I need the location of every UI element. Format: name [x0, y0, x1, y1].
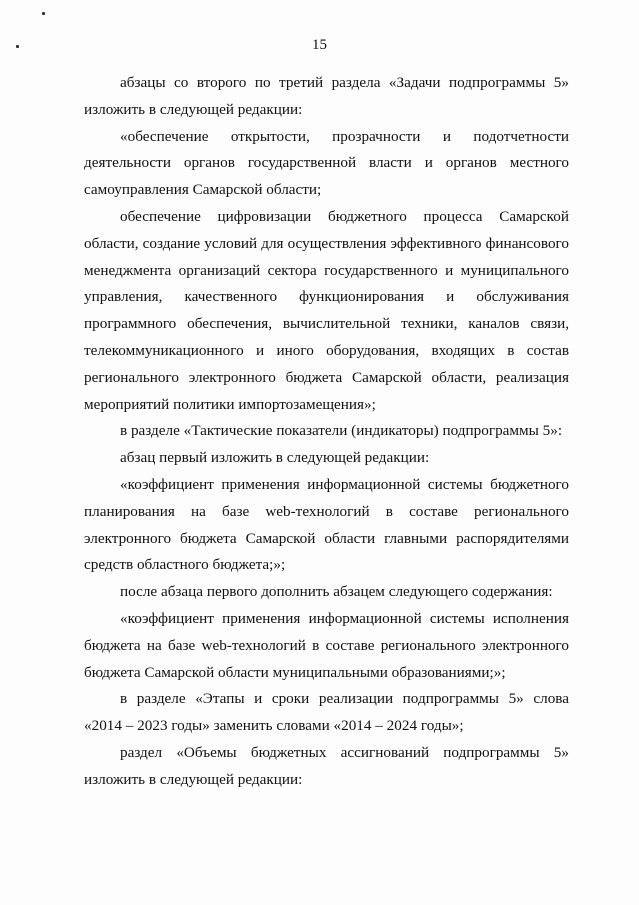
paragraph [84, 70, 569, 124]
text-line: самоуправления Самарской области; [84, 181, 322, 199]
text-line: «коэффициент применения информационной системы исполнения [120, 609, 569, 627]
text-line: менеджмента организаций сектора государственного и муниципального [84, 261, 569, 279]
paragraph [84, 740, 569, 794]
paragraph [84, 606, 569, 686]
text-line: бюджета на базе web-технологий в составе регионального электронного [84, 636, 569, 654]
document-body [84, 70, 569, 794]
text-line: в разделе «Тактические показатели (индикаторы) подпрограммы 5»: [120, 422, 563, 440]
text-line: бюджета Самарской области муниципальными образованиями;»; [84, 663, 506, 681]
text-line: обеспечение цифровизации бюджетного процесса Самарской [120, 207, 569, 225]
paragraph [84, 579, 569, 606]
paragraph [84, 686, 569, 740]
text-line: регионального электронного бюджета Самарской области, реализация [84, 368, 569, 386]
text-line: «2014 – 2023 годы» заменить словами «2014 – 2024 годы»; [84, 717, 464, 735]
text-line: после абзаца первого дополнить абзацем следующего содержания: [120, 583, 553, 601]
text-line: телекоммуникационного и иного оборудования, входящих в состав [84, 341, 569, 359]
text-line: мероприятий политики импортозамещения»; [84, 395, 376, 413]
paragraph [84, 472, 569, 579]
text-line: в разделе «Этапы и сроки реализации подпрограммы 5» слова [120, 690, 569, 708]
text-line: абзацы со второго по третий раздела «Задачи подпрограммы 5» [120, 74, 569, 91]
paragraph [84, 445, 569, 472]
text-line: области, создание условий для осуществления эффективного финансового [84, 234, 569, 252]
text-line: «коэффициент применения информационной системы бюджетного [120, 475, 569, 493]
text-line: средств областного бюджета;»; [84, 556, 286, 574]
text-line: деятельности органов государственной власти и органов местного [84, 154, 569, 172]
text-line: планирования на базе web-технологий в составе регионального [84, 502, 569, 520]
text-line: программного обеспечения, вычислительной техники, каналов связи, [84, 315, 569, 333]
text-line: раздел «Объемы бюджетных ассигнований подпрограммы 5» [120, 743, 569, 761]
text-line: управления, качественного функционирования и обслуживания [84, 288, 569, 306]
text-line: изложить в следующей редакции: [84, 100, 303, 118]
paragraph [84, 204, 569, 418]
text-line: электронного бюджета Самарской области главными распорядителями [84, 529, 569, 547]
page-number: 15 [312, 37, 327, 53]
paragraph [84, 124, 569, 204]
scan-artifact-mark [42, 12, 45, 15]
text-line: «обеспечение открытости, прозрачности и подотчетности [120, 127, 569, 145]
text-line: абзац первый изложить в следующей редакции: [120, 449, 430, 467]
text-line: изложить в следующей редакции: [84, 770, 303, 788]
paragraph [84, 418, 569, 445]
